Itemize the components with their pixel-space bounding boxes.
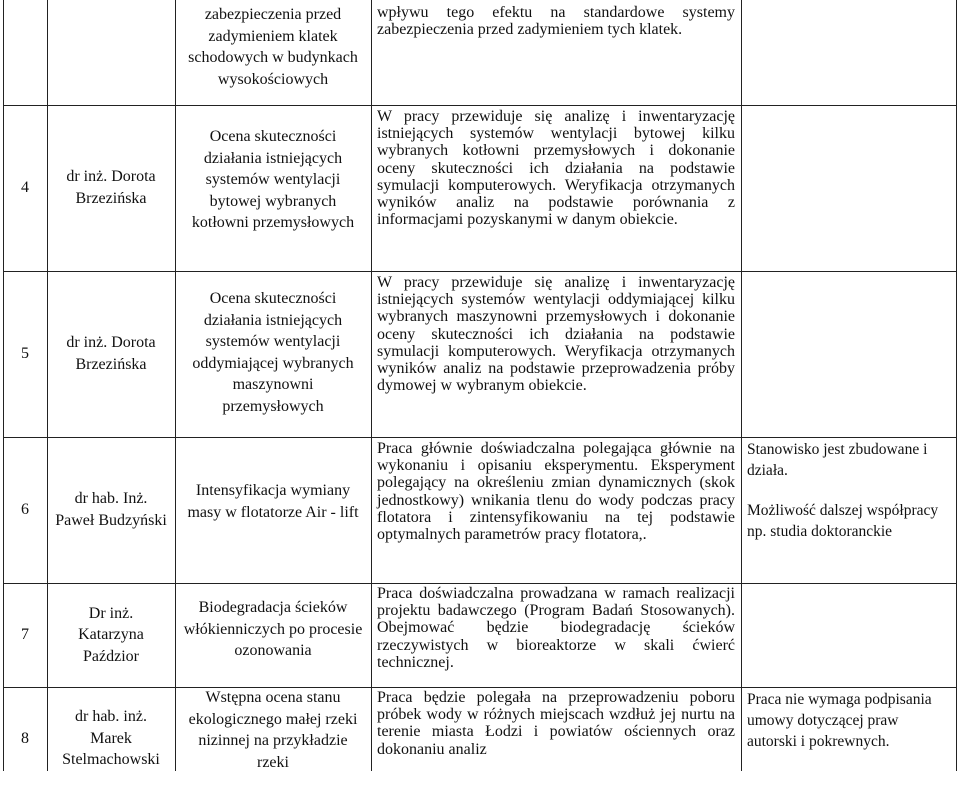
description-cell (371, 687, 741, 790)
remarks-cell (741, 271, 956, 437)
description-cell (371, 0, 741, 105)
description-paragraph: Praca doświadczalna prowadzana w ramach realizacji projektu badawczego (Program Badań Stosowanych). Obejmować będzie biodegradację ścieków rzeczywistych w bioreaktorze w skali ćwierć technicznej. (377, 585, 735, 671)
description-paragraph: W pracy przewiduje się analizę i inwentaryzację istniejących systemów wentylacji oddymiającej kilku wybranych maszynowni przemysłowych i dokonanie oceny skuteczności ich działania na podstawie symulacji komputerowych. Weryfikacja otrzymanych wyników analiz na podstawie przeprowadzenia próby dymowej w wybranym obiekcie. (377, 274, 735, 395)
description-cell (371, 271, 741, 437)
row-number: 6 (21, 501, 29, 518)
column-divider (956, 0, 957, 771)
row-number: 4 (21, 179, 29, 196)
title-cell (175, 0, 371, 105)
thesis-title: Ocena skuteczności działania istniejących systemów wentylacji bytowej wybranych kotłowni przemysłowych (191, 128, 355, 232)
remarks-cell (741, 437, 956, 583)
column-divider (175, 0, 176, 771)
row-divider (3, 271, 957, 272)
column-divider (3, 0, 4, 771)
column-divider (371, 0, 372, 771)
title-cell (175, 105, 371, 271)
remarks-cell (741, 687, 956, 790)
column-divider (741, 0, 742, 771)
description-paragraph: wpływu tego efektu na standardowe systemy zabezpieczenia przed zadymieniem tych klatek. (377, 4, 735, 39)
description-cell (371, 105, 741, 271)
author-cell (47, 0, 175, 105)
author-cell (47, 687, 175, 790)
thesis-title: Intensyfikacja wymiany masy w flotatorze Air - lift (187, 482, 359, 521)
author-cell (47, 271, 175, 437)
row-number: 7 (21, 626, 29, 643)
title-cell (175, 437, 371, 583)
row-number (3, 0, 47, 105)
author-name: dr inż. Dorota Brzezińska (66, 168, 156, 207)
author-cell (47, 105, 175, 271)
remark-paragraph: Praca nie wymaga podpisania umowy dotyczącej praw autorski i pokrewnych. (747, 691, 932, 750)
author-cell (47, 583, 175, 687)
author-name: dr inż. Dorota Brzezińska (66, 334, 156, 373)
row-divider (3, 687, 957, 688)
description-cell (371, 437, 741, 583)
author-cell (47, 437, 175, 583)
remarks-cell (741, 0, 956, 105)
remarks-cell (741, 105, 956, 271)
column-divider (47, 0, 48, 771)
remark-paragraph: Możliwość dalszej współpracy np. studia doktoranckie (747, 502, 939, 540)
row-divider (3, 437, 957, 438)
row-divider (3, 583, 957, 584)
title-cell (175, 687, 371, 790)
thesis-title: Biodegradacja ścieków włókienniczych po procesie ozonowania (183, 599, 363, 660)
description-cell (371, 583, 741, 687)
title-cell (175, 271, 371, 437)
thesis-title: Wstępna ocena stanu ekologicznego małej rzeki nizinnej na przykładzie rzeki (188, 689, 358, 771)
row-number: 8 (21, 729, 29, 747)
description-paragraph: W pracy przewiduje się analizę i inwentaryzację istniejących systemów wentylacji bytowej kilku wybranych kotłowni przemysłowych i dokonanie oceny skuteczności ich działania na podstawie symulacji komputerowych. Weryfikacja otrzymanych wyników analiz na podstawie porównania z informacjami pozyskanymi w danym obiekcie. (377, 108, 735, 229)
title-cell (175, 583, 371, 687)
thesis-title: Ocena skuteczności działania istniejących systemów wentylacji oddymiającej wybranych maszynowni przemysłowych (192, 290, 354, 415)
description-paragraph: Praca będzie polegała na przeprowadzeniu poboru próbek wody w różnych miejscach wzdłuż jej nurtu na terenie miasta Łodzi i powiatów ościennych oraz dokonaniu analiz (377, 689, 735, 758)
remark-paragraph: Stanowisko jest zbudowane i działa. (747, 441, 928, 479)
author-name: Dr inż. Katarzyna Paździor (78, 604, 144, 665)
description-paragraph: Praca głównie doświadczalna polegająca głównie na wykonaniu i opisaniu eksperymentu. Eksperyment polegający na określeniu zmian dynamicznych (skok jednostkowy) wnikania tlenu do wody podczas pracy flotatora i zintensyfikowaniu na tej podstawie optymalnych parametrów pracy flotatora,. (377, 440, 735, 544)
author-name: dr hab. inż. Marek Stelmachowski (62, 708, 160, 769)
author-name: dr hab. Inż. Paweł Budzyński (55, 490, 167, 529)
thesis-title: zabezpieczenia przed zadymieniem klatek schodowych w budynkach wysokościowych (188, 6, 358, 88)
remarks-cell (741, 583, 956, 687)
row-divider (3, 105, 957, 106)
row-number: 5 (21, 345, 29, 362)
